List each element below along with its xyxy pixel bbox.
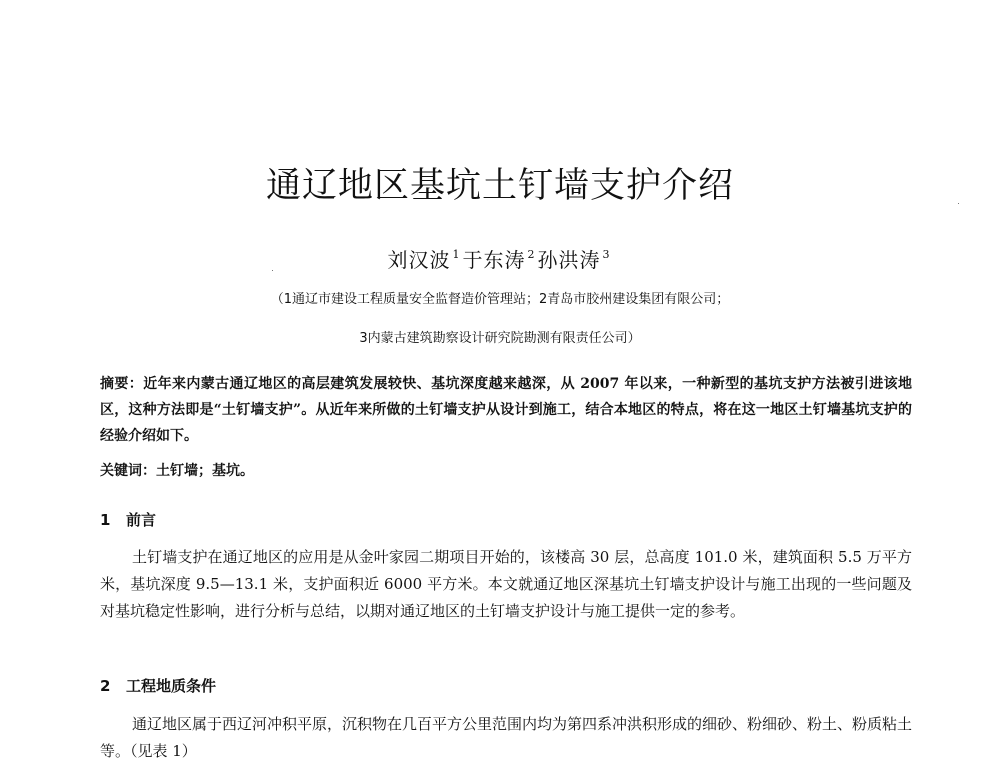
affiliation-line: 3内蒙古建筑勘察设计研究院勘测有限责任公司） [359,331,641,346]
section-title: 前言 [126,511,157,529]
keywords-text: 土钉墙；基坑。 [156,463,254,479]
author-affiliation-mark: 2 [527,248,536,261]
author-list [0,240,1000,275]
scan-speck [272,270,273,271]
keywords-label: 关键词： [100,463,156,479]
author-affiliation-mark: 1 [452,248,461,261]
section-title: 工程地质条件 [126,677,217,695]
body-paragraph: 土钉墙支护在通辽地区的应用是从金叶家园二期项目开始的，该楼高 30 层，总高度 101.0 米，建筑面积 5.5 万平方米，基坑深度 9.5—13.1 米，支护面积近 6000 平方米。本文就通辽地区深基坑土钉墙支护设计与施工出现的一些问题及对基坑稳定性影响，进行分析与总结，以期对通辽地区的土钉墙支护设计与施工提供一定的参考。 [100,548,912,620]
section-number: 2 [100,677,111,695]
body-paragraph: 通辽地区属于西辽河冲积平原，沉积物在几百平方公里范围内均为第四系冲洪积形成的细砂、粉细砂、粉土、粉质粘土等。（见表 1） [100,715,913,760]
section-heading [100,508,156,532]
keywords [100,458,912,484]
author-name: 于东涛 [462,248,526,272]
scan-speck [958,203,959,204]
abstract-label: 摘要： [100,376,144,392]
author-affiliation-mark: 3 [602,248,611,261]
paper-title: 通辽地区基坑土钉墙支护介绍 [265,166,734,206]
author-name: 刘汉波 [387,248,451,272]
section-number: 1 [100,511,111,529]
abstract-text: 近年来内蒙古通辽地区的高层建筑发展较快、基坑深度越来越深，从 2007 年以来，一种新型的基坑支护方法被引进该地区，这种方法即是“土钉墙支护”。从近年来所做的土钉墙支护从设计到施工，结合本地区的特点，将在这一地区土钉墙基坑支护的经验介绍如下。 [100,376,912,444]
section-heading [100,674,216,698]
affiliation-line: （1通辽市建设工程质量安全监督造价管理站；2青岛市胶州建设集团有限公司； [270,292,730,307]
abstract [100,371,912,449]
author-name: 孙洪涛 [537,248,601,272]
